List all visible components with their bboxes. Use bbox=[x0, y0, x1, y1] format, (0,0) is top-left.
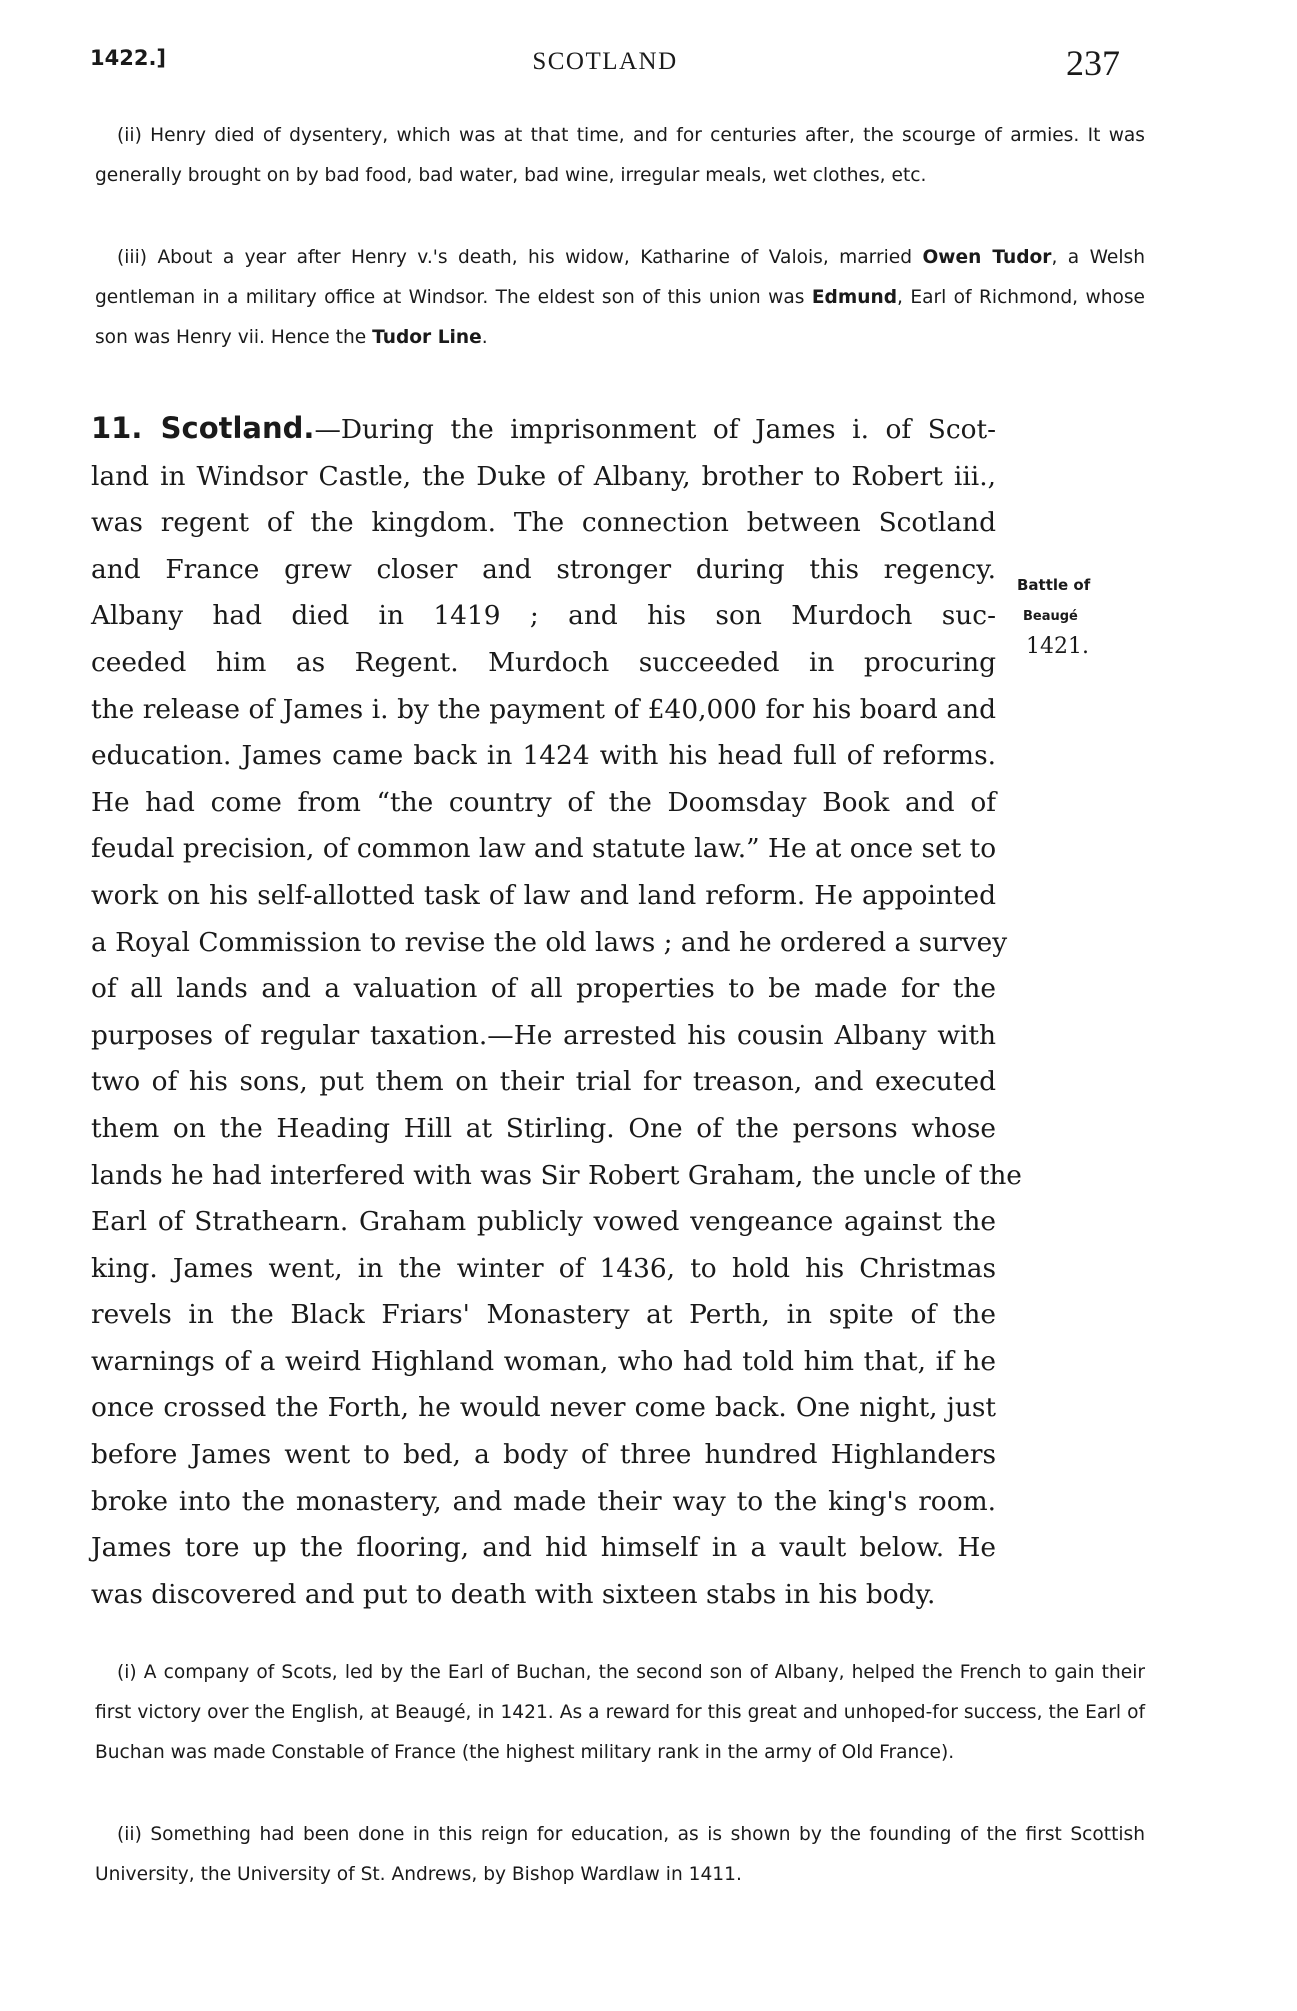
footnote-text: , Earl of Richmond, whose son was Henry vii. Hence the bbox=[95, 287, 1145, 348]
text-line: education. James came back in 1424 with his head full of reforms. bbox=[91, 740, 996, 772]
text-line: Earl of Strathearn. Graham publicly vowed vengeance against the bbox=[91, 1206, 996, 1238]
footnote-text: (i) A company of Scots, led by the Earl of Buchan, the second son of Albany, helped the French to gain their first victory over the English, at Beaugé, in 1421. As a reward for this great and unhoped-for success, the Earl of Buchan was made Constable of France (the highest military rank in the army of Old France). bbox=[95, 1662, 1145, 1763]
text-line: the release of James i. by the payment of £40,000 for his board and bbox=[91, 693, 996, 725]
text-line: warnings of a weird Highland woman, who had told him that, if he bbox=[91, 1345, 996, 1377]
text-line: king. James went, in the winter of 1436, to hold his Christmas bbox=[91, 1252, 996, 1284]
text-line: broke into the monastery, and made their way to the king's room. bbox=[91, 1485, 996, 1517]
text-line: and France grew closer and stronger during this regency. bbox=[91, 553, 996, 585]
text-line: revels in the Black Friars' Monastery at Perth, in spite of the bbox=[91, 1299, 996, 1331]
margin-note-year: 1421. bbox=[1026, 634, 1089, 659]
text-line: work on his self-allotted task of law and land reform. He appointed bbox=[91, 879, 996, 911]
footnote-text: (iii) About a year after Henry v.'s death, his widow, Katharine of Valois, married bbox=[117, 247, 923, 268]
footnote-bottom-ii bbox=[95, 1815, 1145, 1895]
page-number: 237 bbox=[1066, 43, 1120, 83]
section-body bbox=[91, 405, 1022, 1618]
footnote-text: (ii) Something had been done in this reign for education, as is shown by the founding of the first Scottish University, the University of St. Andrews, by Bishop Wardlaw in 1411. bbox=[95, 1824, 1145, 1885]
text-line: He had come from “the country of the Doomsday Book and of bbox=[91, 786, 996, 818]
text-line: lands he had interfered with was Sir Robert Graham, the uncle of the bbox=[91, 1159, 1022, 1191]
text-line: Albany had died in 1419 ; and his son Murdoch suc- bbox=[91, 600, 996, 632]
text-line: two of his sons, put them on their trial for treason, and executed bbox=[91, 1066, 996, 1098]
text-line: a Royal Commission to revise the old laws ; and he ordered a survey bbox=[91, 926, 1008, 958]
header-year: 1422.] bbox=[90, 46, 167, 70]
footnote-text: , a Welsh gentleman in a military office at Windsor. The eldest son of this union was bbox=[95, 247, 1146, 308]
footnote-bottom-i bbox=[95, 1653, 1145, 1773]
section-heading: 11. Scotland. bbox=[91, 411, 315, 445]
footnote-top-iii bbox=[95, 238, 1145, 358]
footnote-text: . bbox=[481, 327, 488, 348]
text-line: James tore up the flooring, and hid himself in a vault below. He bbox=[91, 1532, 996, 1564]
text-line: was discovered and put to death with sixteen stabs in his body. bbox=[91, 1578, 936, 1610]
header-title: SCOTLAND bbox=[532, 48, 678, 75]
text-line: ceeded him as Regent. Murdoch succeeded in procuring bbox=[91, 646, 996, 678]
running-header bbox=[90, 44, 1120, 94]
text-line: once crossed the Forth, he would never come back. One night, just bbox=[91, 1392, 996, 1424]
text-line: was regent of the kingdom. The connection between Scotland bbox=[91, 507, 996, 539]
text-line: feudal precision, of common law and statute law.” He at once set to bbox=[91, 833, 997, 865]
margin-note-place: Beaugé bbox=[1023, 609, 1078, 624]
footnote-name-edmund: Edmund bbox=[811, 287, 897, 308]
text-line: purposes of regular taxation.—He arrested his cousin Albany with bbox=[91, 1019, 996, 1051]
footnote-text: (ii) Henry died of dysentery, which was at that time, and for centuries after, the scourge of armies. It was generally brought on by bad food, bad water, bad wine, irregular meals, wet clothes, etc. bbox=[95, 125, 1145, 186]
text-line: before James went to bed, a body of three hundred Highlanders bbox=[91, 1439, 996, 1471]
text-line: them on the Heading Hill at Stirling. One of the persons whose bbox=[91, 1112, 996, 1144]
footnote-tudor-line: Tudor Line bbox=[372, 327, 482, 348]
text-line: land in Windsor Castle, the Duke of Albany, brother to Robert iii., bbox=[91, 460, 996, 492]
text-line: of all lands and a valuation of all properties to be made for the bbox=[91, 973, 996, 1005]
footnote-top-ii bbox=[95, 116, 1145, 196]
footnote-name-owen-tudor: Owen Tudor bbox=[922, 247, 1052, 268]
text-line: 11. Scotland.—During the imprisonment of James i. of Scot- bbox=[91, 411, 997, 445]
margin-note-battle: Battle of bbox=[1017, 576, 1091, 594]
